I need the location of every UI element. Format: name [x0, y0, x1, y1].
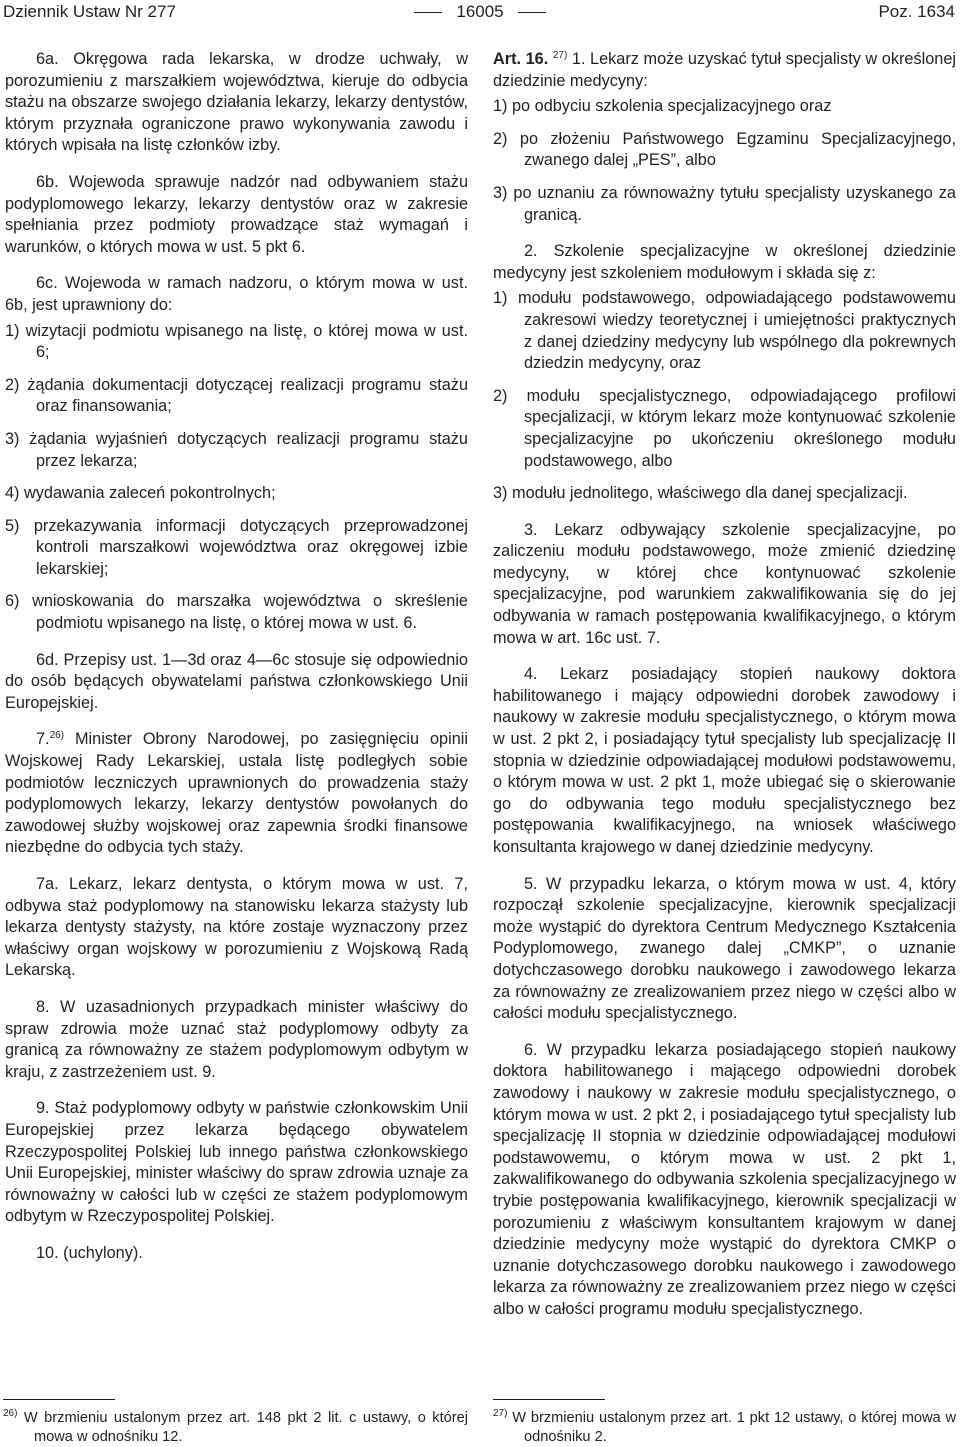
- paragraph-7-text: Minister Obrony Narodowej, po zasięgnięciu opinii Wojskowej Rady Lekarskiej, ustala listę podległych sobie podmiotów leczniczych uprawnionych do prowadzenia staży podyplomowych lekarzy, lekarzy dentystów powołanych do zawodowej służby wojskowej oraz zapewnia środki finansowe niezbędne do odbycia tych staży.: [5, 730, 468, 857]
- paragraph-8: 8. W uzasadnionych przypadkach minister właściwy do spraw zdrowia może uznać staż podyplomowy odbyty za granicą za równoważny ze stażem podyplomowym odbytym w kraju, z zastrzeżeniem ust. 9.: [5, 997, 468, 1081]
- right-column: [493, 49, 956, 1335]
- footnote-ref-27: 27): [552, 50, 568, 61]
- list-item: 2) modułu specjalistycznego, odpowiadającego profilowi specjalizacji, w którym lekarz może kontynuować szkolenie specjalizacyjne po ukończeniu określonego modułu podstawowego, albo: [493, 386, 956, 470]
- page-number: [0, 2, 960, 22]
- footnote-ref-26: 26): [49, 730, 65, 742]
- paragraph-7a: 7a. Lekarz, lekarz dentysta, o którym mowa w ust. 7, odbywa staż podyplomowy na stanowisku lekarza stażysty lub lekarza dentysty stażysty, na które zostaje wyznaczony przez właściwy organ wojskowy w porozumieniu z Wojskową Radą Lekarską.: [5, 875, 468, 980]
- list-item: 5) przekazywania informacji dotyczących przeprowadzonej kontroli marszałkowi województwa oraz okręgowej izbie lekarskiej;: [5, 516, 468, 578]
- article-label: Art. 16.: [493, 50, 549, 68]
- article-16-text: 1. Lekarz może uzyskać tytuł specjalisty w określonej dziedzinie medycyny:: [493, 50, 956, 90]
- paragraph-2: 2. Szkolenie specjalizacyjne w określonej dziedzinie medycyny jest szkoleniem modułowym i składa się z:: [493, 242, 956, 282]
- paragraph-10: 10. (uchylony).: [36, 1243, 143, 1262]
- paragraph-6a: 6a. Okręgowa rada lekarska, w drodze uchwały, w porozumieniu z marszałkiem województwa, kieruje do odbycia stażu na obszarze swojego działania lekarzy, lekarzy dentystów, którym przyznała ograniczone prawo wykonywania zawodu i których wpisała na listę członków izby.: [5, 50, 468, 155]
- list-item: 3) modułu jednolitego, właściwego dla danej specjalizacji.: [493, 484, 908, 503]
- list-item: 4) wydawania zaleceń pokontrolnych;: [5, 484, 276, 503]
- list-item: 6) wnioskowania do marszałka województwa o skreślenie podmiotu wpisanego na listę, o której mowa w ust. 6.: [5, 592, 468, 633]
- list-item: 3) po uznaniu za równoważny tytułu specjalisty uzyskanego za granicą.: [493, 183, 956, 224]
- list-item: 2) żądania dokumentacji dotyczącej realizacji programu stażu oraz finansowania;: [5, 375, 468, 416]
- left-column: [5, 49, 468, 1280]
- footnote-divider-left: [3, 1399, 115, 1400]
- footnote-26: [3, 1409, 468, 1447]
- paragraph-6d: 6d. Przepisy ust. 1—3d oraz 4—6c stosuje się odpowiednio do osób będących obywatelami państwa członkowskiego Unii Europejskiej.: [5, 650, 468, 712]
- list-item: 1) modułu podstawowego, odpowiadającego podstawowemu zakresowi wiedzy teoretycznej i umiejętności praktycznych z danej dziedziny medycyny lub wspólnego dla pokrewnych dziedzin medycyny, oraz: [493, 289, 956, 373]
- paragraph-7-lead: 7.: [36, 730, 50, 749]
- paragraph-7: [5, 729, 468, 859]
- journal-title: Dziennik Ustaw Nr 277: [3, 2, 176, 21]
- list-item: 2) po złożeniu Państwowego Egzaminu Specjalizacyjnego, zwanego dalej „PES”, albo: [493, 129, 956, 170]
- footnote-26-text: W brzmieniu ustalonym przez art. 148 pkt 2 lit. c ustawy, o której mowa w odnośniku 12.: [17, 1410, 468, 1445]
- footnote-27: [493, 1409, 956, 1447]
- article-16-para-1: [493, 49, 956, 92]
- footnote-mark-27: 27): [493, 1408, 508, 1419]
- paragraph-6b: 6b. Wojewoda sprawuje nadzór nad odbywaniem stażu podyplomowego lekarzy, lekarzy dentystów oraz w zakresie spełniania przez podmioty prowadzące staż wymagań i warunków, o których mowa w ust. 5 pkt 6.: [5, 172, 468, 256]
- page-number-value: 16005: [456, 2, 504, 21]
- paragraph-6c: 6c. Wojewoda w ramach nadzoru, o którym mowa w ust. 6b, jest uprawniony do:: [5, 274, 468, 314]
- paragraph-6: 6. W przypadku lekarza posiadającego stopień naukowy doktora habilitowanego i mającego odpowiedni dorobek zawodowy i naukowy w zakresie modułu specjalistycznego, o którym mowa w ust. 2 pkt 2, i posiadającego tytuł specjalisty lub specjalizację II stopnia w dziedzinie odpowiadającej modułowi podstawowemu, o którym mowa w ust. 2 pkt 1, zakwalifikowanego do odbywania szkolenia specjalizacyjnego w trybie postępowania kwalifikacyjnego, kierownik specjalizacji w porozumieniu z właściwym konsultantem krajowym w danej dziedzinie medycyny może wystąpić do dyrektora CMKP o uznanie dotychczasowego dorobku naukowego i zawodowego lekarza za równoważny ze zrealizowaniem przez niego w części albo w całości programu modułu specjalistycznego.: [493, 1040, 956, 1318]
- footnote-mark-26: 26): [3, 1408, 18, 1419]
- paragraph-4: 4. Lekarz posiadający stopień naukowy doktora habilitowanego i mający odpowiedni dorobek zawodowy i naukowy w zakresie modułu specjalistycznego, o którym mowa w ust. 2 pkt 2, i posiadający tytuł specjalisty lub specjalizację II stopnia w dziedzinie odpowiadającej modułowi podstawowemu, o którym mowa w ust. 2 pkt 1, może ubiegać się o skierowanie go do odbywania tego modułu specjalistycznego bez postępowania kwalifikacyjnego, na wniosek właściwego konsultanta krajowego w danej dziedzinie medycyny.: [493, 665, 956, 856]
- list-item: 3) żądania wyjaśnień dotyczących realizacji programu stażu przez lekarza;: [5, 429, 468, 470]
- paragraph-9: 9. Staż podyplomowy odbyty w państwie członkowskim Unii Europejskiej przez lekarza będącego obywatelem Rzeczypospolitej Polskiej lub innego państwa członkowskiego Unii Europejskiej, minister właściwy do spraw zdrowia uznaje za równoważny w całości lub w części ze stażem podyplomowym odbytym w Rzeczypospolitej Polskiej.: [5, 1099, 468, 1226]
- list-item: 1) wizytacji podmiotu wpisanego na listę, o której mowa w ust. 6;: [5, 321, 468, 362]
- page-header: [0, 0, 960, 28]
- footnote-divider-right: [493, 1399, 605, 1400]
- position-number: Poz. 1634: [878, 2, 955, 21]
- paragraph-5: 5. W przypadku lekarza, o którym mowa w ust. 4, który rozpoczął szkolenie specjalizacyjne, kierownik specjalizacji może wystąpić do dyrektora Centrum Medycznego Kształcenia Podyplomowego, zwanego dalej „CMKP”, o uznanie dotychczasowego dorobku naukowego i zawodowego lekarza za równoważny ze zrealizowaniem przez niego w części albo w całości modułu specjalistycznego.: [493, 874, 956, 1023]
- list-item: 1) po odbyciu szkolenia specjalizacyjnego oraz: [493, 97, 832, 116]
- footnote-27-text: W brzmieniu ustalonym przez art. 1 pkt 12 ustawy, o której mowa w odnośniku 2.: [507, 1410, 956, 1445]
- paragraph-3: 3. Lekarz odbywający szkolenie specjalizacyjne, po zaliczeniu modułu podstawowego, może zmienić dziedzinę medycyny, w której chce kontynuować szkolenie specjalizacyjne, pod warunkiem zakwalifikowania się do jej odbywania w ramach postępowania kwalifikacyjnego, o którym mowa w art. 16c ust. 7.: [493, 520, 956, 647]
